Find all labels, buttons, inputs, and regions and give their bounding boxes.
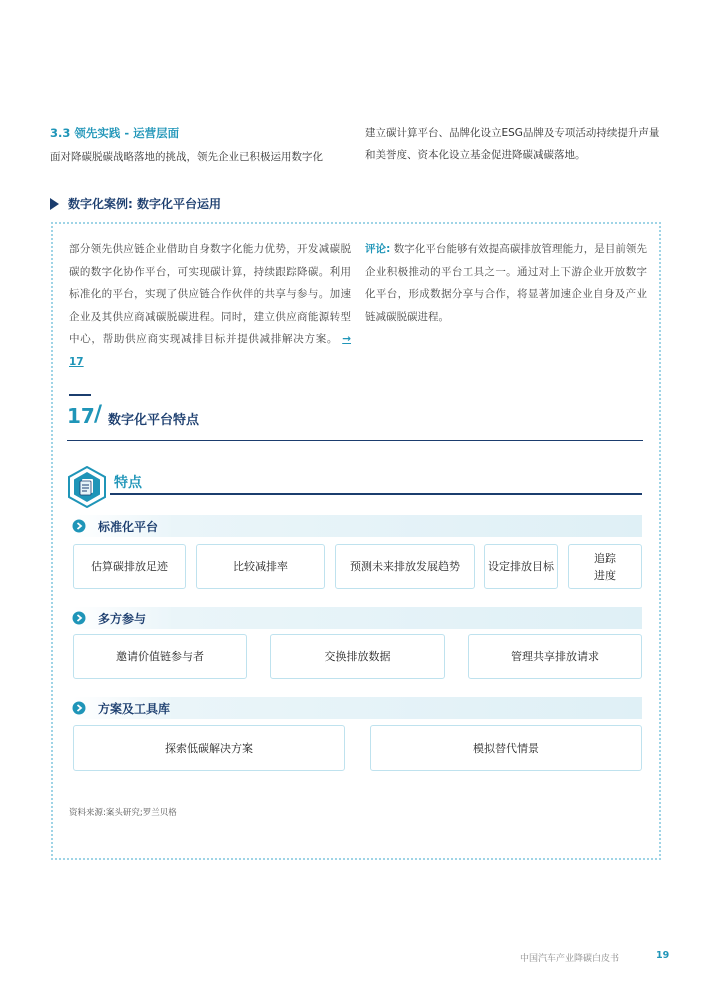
- feature-card: 邀请价值链参与者: [73, 634, 247, 679]
- case-body-left: [69, 238, 351, 373]
- triangle-bullet-icon: [50, 198, 59, 210]
- figure-reference-link[interactable]: → 17: [69, 333, 352, 368]
- feature-card: 估算碳排放足迹: [73, 544, 186, 589]
- case-comment: [365, 238, 647, 328]
- circle-arrow-icon: [72, 519, 86, 533]
- feature-card: 比较减排率: [196, 544, 325, 589]
- category-label: 方案及工具库: [98, 701, 171, 716]
- feature-card: 设定排放目标: [484, 544, 558, 589]
- category-bar-toolkit: [72, 697, 642, 719]
- category-bar-standardized: [72, 515, 642, 537]
- footer-title: 中国汽车产业降碳白皮书: [520, 954, 620, 964]
- document-hexagon-icon: [67, 466, 107, 508]
- feature-divider: [110, 493, 642, 495]
- category-label: 多方参与: [98, 611, 147, 626]
- category-label: 标准化平台: [98, 519, 159, 534]
- case-heading: [50, 195, 221, 212]
- figure-number: 17: [67, 404, 95, 428]
- feature-label: 特点: [114, 475, 142, 491]
- feature-card: 管理共享排放请求: [468, 634, 642, 679]
- intro-text-right: 建立碳计算平台、品牌化设立ESG品牌及专项活动持续提升声量和美誉度、资本化设立基金促进降碳减碳落地。: [365, 127, 660, 161]
- intro-text-left: 面对降碳脱碳战略落地的挑战，领先企业已积极运用数字化: [50, 151, 323, 163]
- feature-card: 追踪 进度: [568, 544, 642, 589]
- page-number: 19: [656, 950, 670, 961]
- figure-title: 数字化平台特点: [108, 413, 200, 428]
- feature-card: 模拟替代情景: [370, 725, 642, 771]
- comment-label: 评论:: [365, 243, 391, 255]
- circle-arrow-icon: [72, 611, 86, 625]
- circle-arrow-icon: [72, 701, 86, 715]
- feature-card: 探索低碳解决方案: [73, 725, 345, 771]
- figure-source: 资料来源:案头研究;罗兰贝格: [69, 808, 177, 818]
- section-title: 3.3 领先实践 - 运营层面: [50, 126, 180, 140]
- figure-accent-line: [69, 394, 91, 396]
- figure-slash: /: [94, 402, 103, 427]
- category-bar-participation: [72, 607, 642, 629]
- case-title: 数字化案例: 数字化平台运用: [68, 197, 221, 211]
- figure-divider: [67, 440, 643, 441]
- feature-card: 预测未来排放发展趋势: [335, 544, 475, 589]
- case-description: 部分领先供应链企业借助自身数字化能力优势，开发减碳脱碳的数字化协作平台，可实现碳计算，持续跟踪降碳。利用标准化的平台，实现了供应链合作伙伴的共享与参与。加速企业及其供应商减碳脱碳进程。同时，建立供应商能源转型中心，帮助供应商实现减排目标并提供减排解决方案。: [69, 243, 351, 345]
- feature-card: 交换排放数据: [270, 634, 445, 679]
- comment-text: 数字化平台能够有效提高碳排放管理能力，是目前领先企业积极推动的平台工具之一。通过对上下游企业开放数字化平台，形成数据分享与合作，将显著加速企业自身及产业链减碳脱碳进程。: [365, 243, 647, 323]
